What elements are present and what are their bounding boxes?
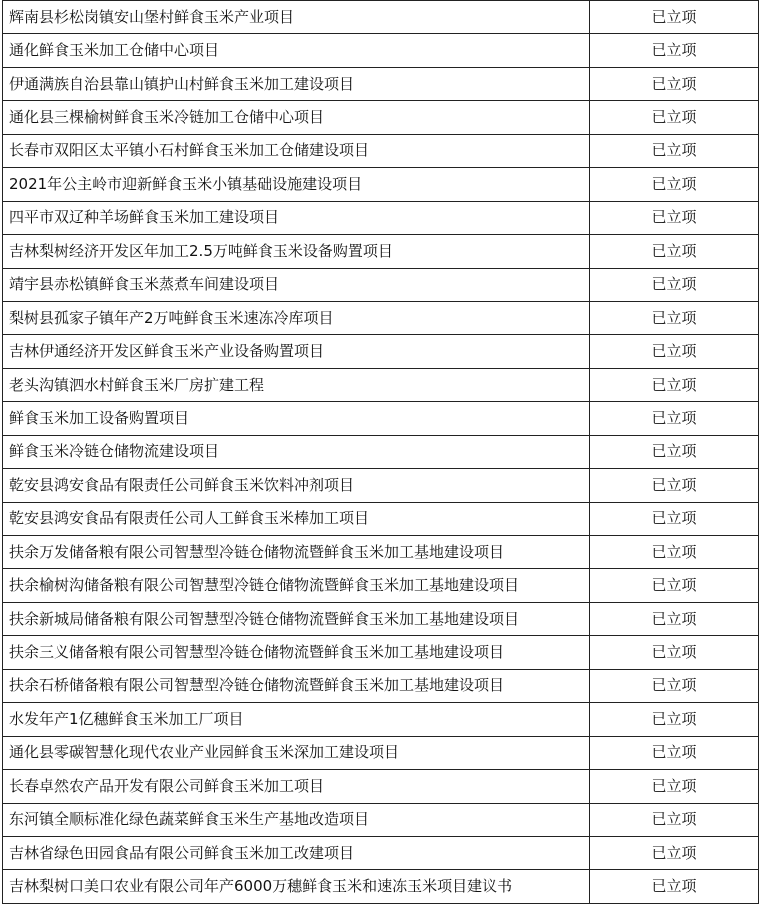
table-row <box>3 335 759 368</box>
project-status-cell: 已立项 <box>590 536 759 569</box>
project-status-cell: 已立项 <box>590 703 759 736</box>
table-row <box>3 569 759 602</box>
project-status-cell: 已立项 <box>590 1 759 34</box>
project-name-cell: 四平市双辽种羊场鲜食玉米加工建设项目 <box>3 201 590 234</box>
table-row <box>3 168 759 201</box>
table-row <box>3 435 759 468</box>
table-row <box>3 636 759 669</box>
table-row <box>3 201 759 234</box>
table-row <box>3 502 759 535</box>
project-name-cell: 2021年公主岭市迎新鲜食玉米小镇基础设施建设项目 <box>3 168 590 201</box>
table-row <box>3 235 759 268</box>
table-row <box>3 836 759 869</box>
project-name-cell: 通化县三棵榆树鲜食玉米冷链加工仓储中心项目 <box>3 101 590 134</box>
project-name-cell: 鲜食玉米冷链仓储物流建设项目 <box>3 435 590 468</box>
project-name-cell: 吉林梨树经济开发区年加工2.5万吨鲜食玉米设备购置项目 <box>3 235 590 268</box>
project-status-cell: 已立项 <box>590 870 759 903</box>
table-row <box>3 469 759 502</box>
project-name-cell: 吉林伊通经济开发区鲜食玉米产业设备购置项目 <box>3 335 590 368</box>
table-row <box>3 368 759 401</box>
project-status-cell: 已立项 <box>590 301 759 334</box>
project-status-cell: 已立项 <box>590 669 759 702</box>
table-row <box>3 34 759 67</box>
project-name-cell: 通化县零碳智慧化现代农业产业园鲜食玉米深加工建设项目 <box>3 736 590 769</box>
project-status-cell: 已立项 <box>590 770 759 803</box>
project-name-cell: 扶余新城局储备粮有限公司智慧型冷链仓储物流暨鲜食玉米加工基地建设项目 <box>3 602 590 635</box>
project-name-cell: 扶余三义储备粮有限公司智慧型冷链仓储物流暨鲜食玉米加工基地建设项目 <box>3 636 590 669</box>
table-row <box>3 803 759 836</box>
project-name-cell: 梨树县孤家子镇年产2万吨鲜食玉米速冻冷库项目 <box>3 301 590 334</box>
project-status-cell: 已立项 <box>590 34 759 67</box>
table-row <box>3 703 759 736</box>
project-name-cell: 扶余石桥储备粮有限公司智慧型冷链仓储物流暨鲜食玉米加工基地建设项目 <box>3 669 590 702</box>
project-status-cell: 已立项 <box>590 368 759 401</box>
table-row <box>3 301 759 334</box>
project-name-cell: 长春卓然农产品开发有限公司鲜食玉米加工项目 <box>3 770 590 803</box>
project-table-body <box>3 1 759 904</box>
project-name-cell: 通化鲜食玉米加工仓储中心项目 <box>3 34 590 67</box>
project-name-cell: 辉南县杉松岗镇安山堡村鲜食玉米产业项目 <box>3 1 590 34</box>
project-status-cell: 已立项 <box>590 168 759 201</box>
table-row <box>3 134 759 167</box>
project-name-cell: 鲜食玉米加工设备购置项目 <box>3 402 590 435</box>
project-status-cell: 已立项 <box>590 736 759 769</box>
project-status-cell: 已立项 <box>590 201 759 234</box>
project-name-cell: 长春市双阳区太平镇小石村鲜食玉米加工仓储建设项目 <box>3 134 590 167</box>
project-name-cell: 靖宇县赤松镇鲜食玉米蒸煮车间建设项目 <box>3 268 590 301</box>
table-row <box>3 101 759 134</box>
project-name-cell: 乾安县鸿安食品有限责任公司人工鲜食玉米棒加工项目 <box>3 502 590 535</box>
project-status-cell: 已立项 <box>590 335 759 368</box>
project-status-cell: 已立项 <box>590 402 759 435</box>
table-row <box>3 268 759 301</box>
project-name-cell: 伊通满族自治县靠山镇护山村鲜食玉米加工建设项目 <box>3 67 590 100</box>
table-row <box>3 870 759 903</box>
project-name-cell: 扶余榆树沟储备粮有限公司智慧型冷链仓储物流暨鲜食玉米加工基地建设项目 <box>3 569 590 602</box>
project-status-cell: 已立项 <box>590 469 759 502</box>
table-row <box>3 736 759 769</box>
table-row <box>3 536 759 569</box>
table-row <box>3 770 759 803</box>
project-status-cell: 已立项 <box>590 602 759 635</box>
project-name-cell: 乾安县鸿安食品有限责任公司鲜食玉米饮料冲剂项目 <box>3 469 590 502</box>
project-name-cell: 吉林梨树口美口农业有限公司年产6000万穗鲜食玉米和速冻玉米项目建议书 <box>3 870 590 903</box>
project-status-cell: 已立项 <box>590 803 759 836</box>
project-status-cell: 已立项 <box>590 134 759 167</box>
project-status-cell: 已立项 <box>590 836 759 869</box>
table-row <box>3 669 759 702</box>
project-status-cell: 已立项 <box>590 235 759 268</box>
project-name-cell: 吉林省绿色田园食品有限公司鲜食玉米加工改建项目 <box>3 836 590 869</box>
table-row <box>3 602 759 635</box>
project-table <box>2 0 759 904</box>
project-name-cell: 水发年产1亿穗鲜食玉米加工厂项目 <box>3 703 590 736</box>
project-name-cell: 老头沟镇泗水村鲜食玉米厂房扩建工程 <box>3 368 590 401</box>
project-status-cell: 已立项 <box>590 101 759 134</box>
table-row <box>3 402 759 435</box>
table-row <box>3 1 759 34</box>
project-name-cell: 东河镇全顺标准化绿色蔬菜鲜食玉米生产基地改造项目 <box>3 803 590 836</box>
project-status-cell: 已立项 <box>590 435 759 468</box>
project-status-cell: 已立项 <box>590 268 759 301</box>
project-name-cell: 扶余万发储备粮有限公司智慧型冷链仓储物流暨鲜食玉米加工基地建设项目 <box>3 536 590 569</box>
project-status-cell: 已立项 <box>590 569 759 602</box>
project-status-cell: 已立项 <box>590 67 759 100</box>
table-row <box>3 67 759 100</box>
project-status-cell: 已立项 <box>590 502 759 535</box>
project-status-cell: 已立项 <box>590 636 759 669</box>
